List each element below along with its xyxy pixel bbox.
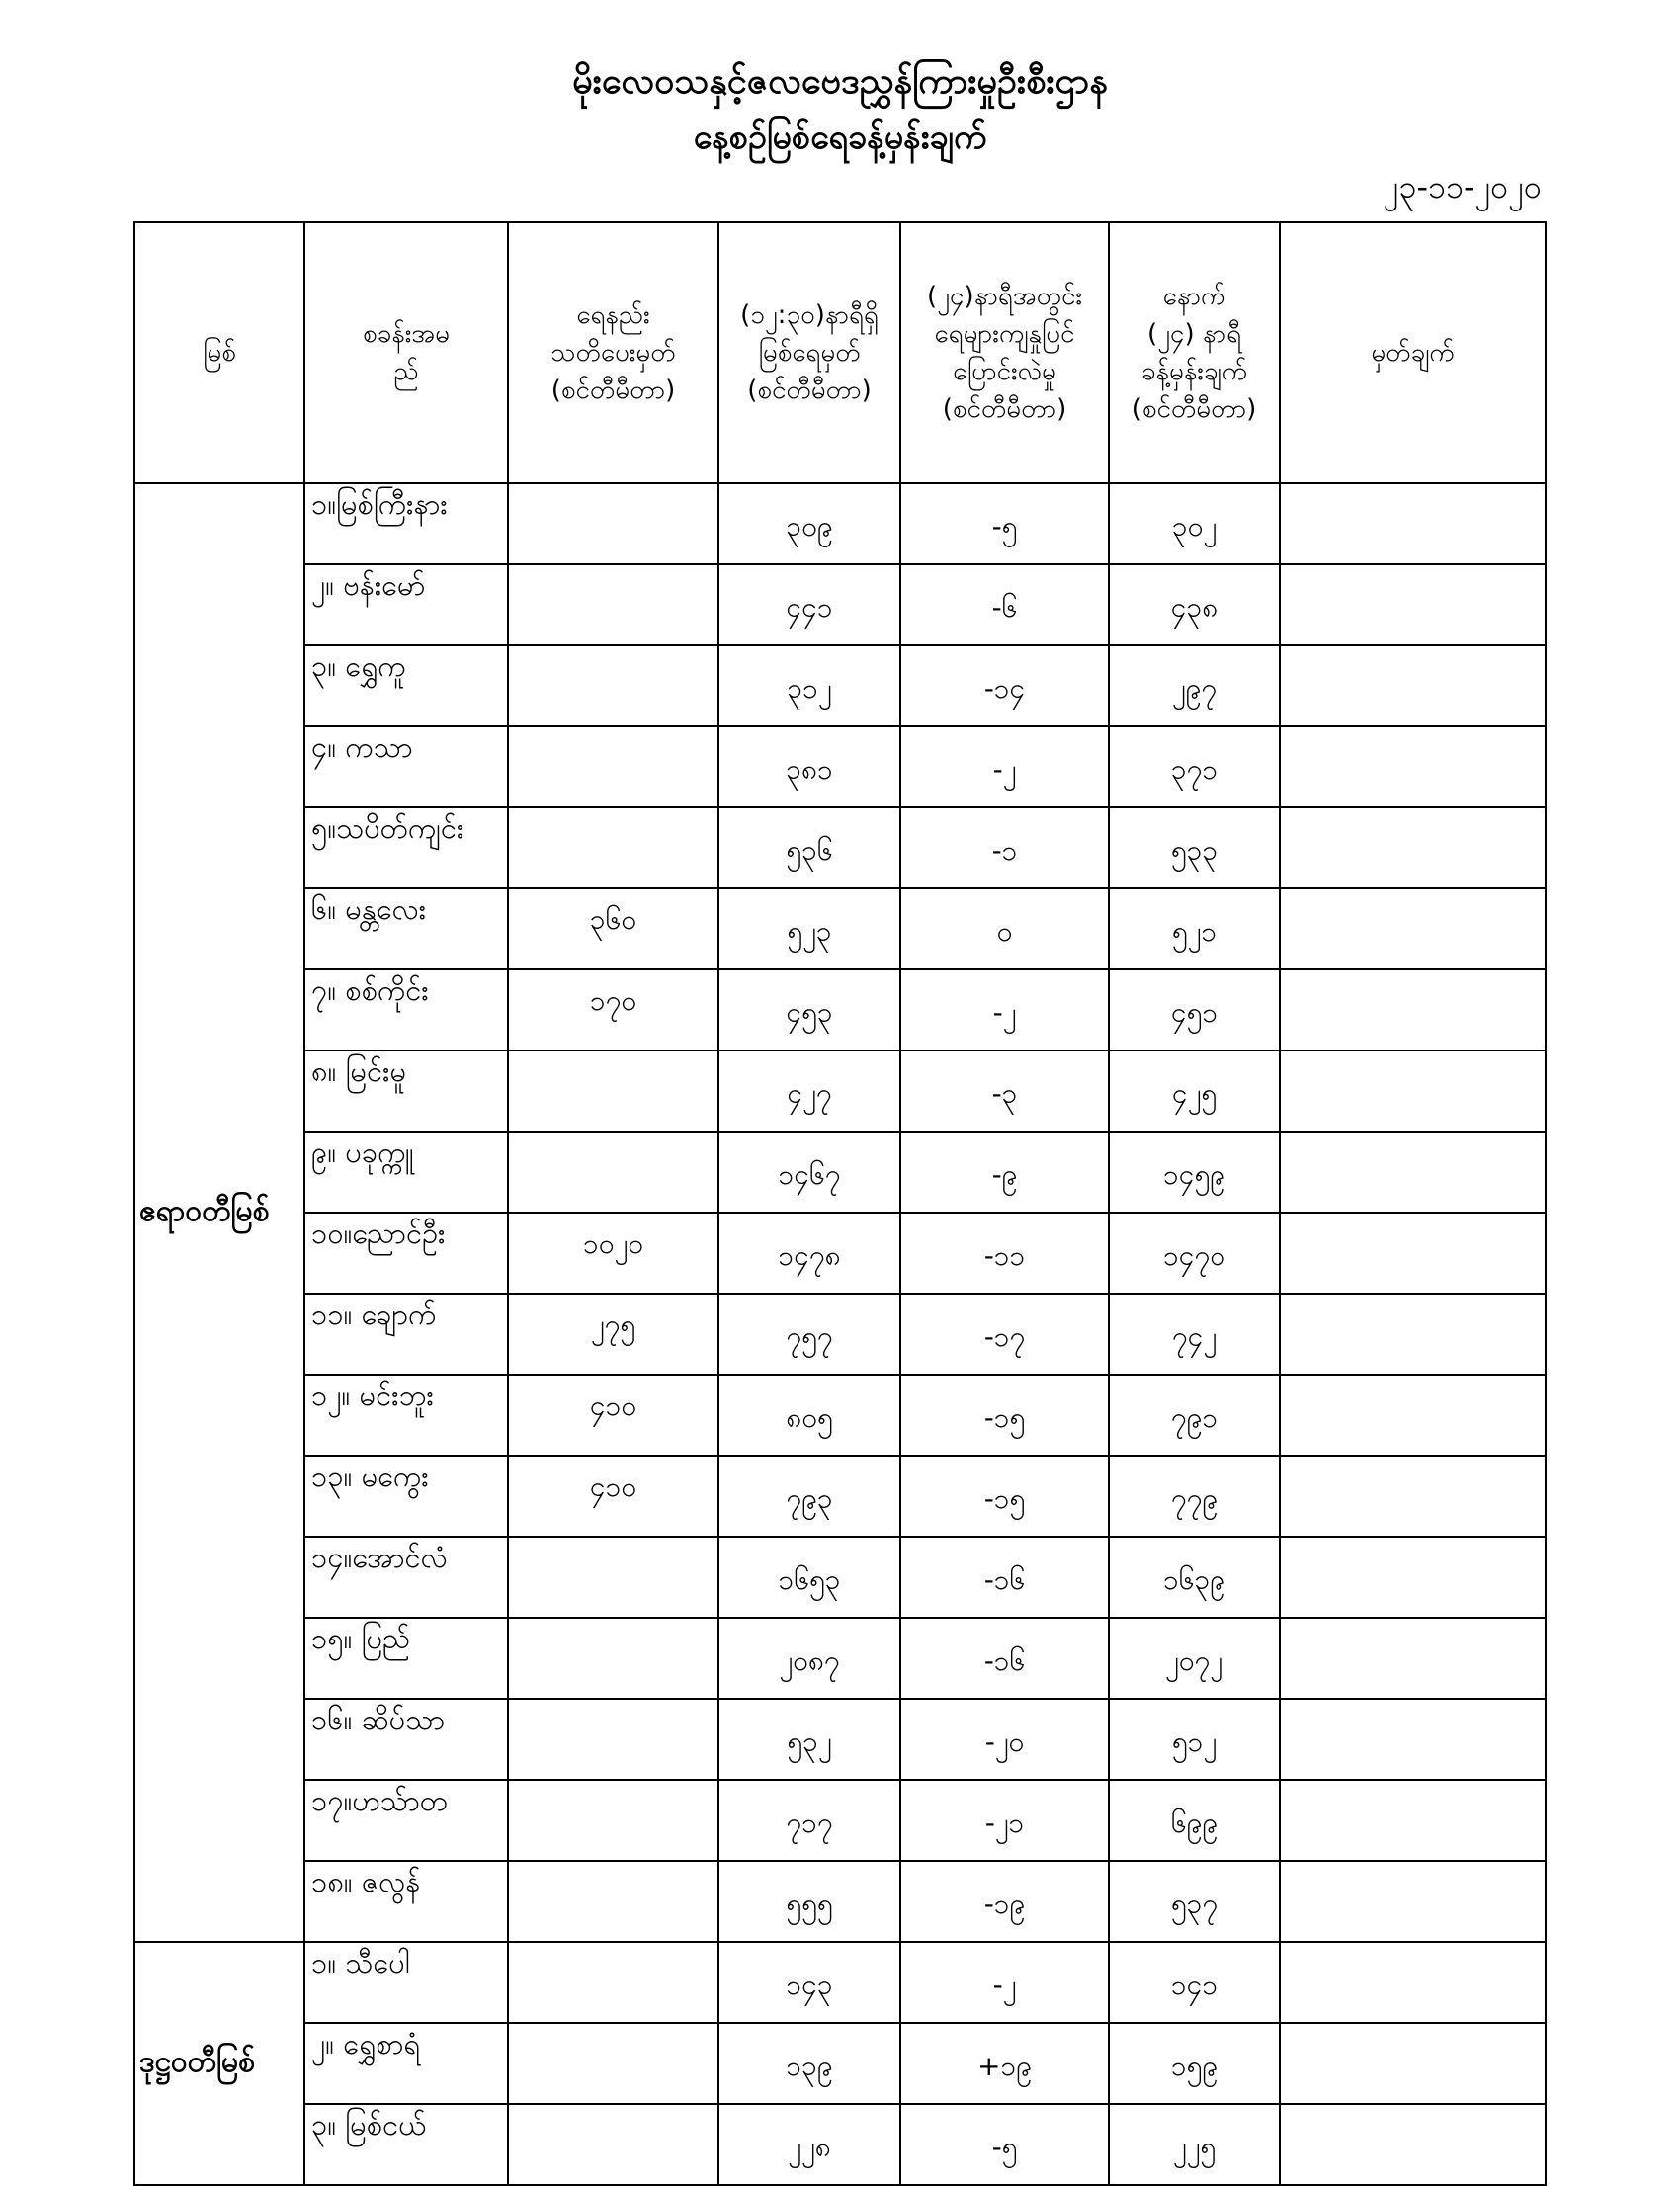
warning-level-cell (508, 807, 718, 888)
table-row (134, 1537, 1546, 1618)
current-level-cell: ၅၂၃ (718, 888, 900, 969)
station-cell: ၈။ မြင်းမူ (304, 1051, 508, 1132)
station-cell: ၆။ မန္တလေး (304, 888, 508, 969)
remarks-cell (1280, 645, 1546, 726)
remarks-cell (1280, 1942, 1546, 2023)
table-row (134, 807, 1546, 888)
forecast-cell: ၅၃၇ (1109, 1861, 1280, 1942)
forecast-cell: ၇၄၂ (1109, 1294, 1280, 1375)
forecast-cell: ၅၂၁ (1109, 888, 1280, 969)
current-level-cell: ၁၄၆၇ (718, 1132, 900, 1213)
change-cell: -၁ (900, 807, 1109, 888)
remarks-cell (1280, 1213, 1546, 1294)
change-cell: -၁၅ (900, 1456, 1109, 1537)
warning-level-cell (508, 1942, 718, 2023)
table-row (134, 1213, 1546, 1294)
change-cell: -၁၆ (900, 1618, 1109, 1699)
remarks-cell (1280, 1051, 1546, 1132)
table-row (134, 1375, 1546, 1456)
remarks-cell (1280, 1861, 1546, 1942)
station-cell: ၁၃။ မကွေး (304, 1456, 508, 1537)
warning-level-cell: ၃၆၀ (508, 888, 718, 969)
page-subtitle: နေ့စဉ်မြစ်ရေခန့်မှန်းချက် (693, 118, 987, 157)
current-level-cell: ၃၁၂ (718, 645, 900, 726)
forecast-cell: ၅၁၂ (1109, 1699, 1280, 1780)
remarks-cell (1280, 1132, 1546, 1213)
warning-level-cell (508, 1618, 718, 1699)
remarks-cell (1280, 807, 1546, 888)
remarks-cell (1280, 1780, 1546, 1861)
warning-level-cell (508, 1699, 718, 1780)
station-cell: ၁၁။ ချောက် (304, 1294, 508, 1375)
warning-level-cell: ၂၇၅ (508, 1294, 718, 1375)
table-row (134, 726, 1546, 807)
current-level-cell: ၁၄၇၈ (718, 1213, 900, 1294)
station-cell: ၁၈။ ဇလွန် (304, 1861, 508, 1942)
table-row (134, 1456, 1546, 1537)
current-level-cell: ၃၀၉ (718, 483, 900, 564)
forecast-cell: ၆၉၉ (1109, 1780, 1280, 1861)
remarks-cell (1280, 1456, 1546, 1537)
current-level-cell: ၄၅၃ (718, 969, 900, 1051)
table-row (134, 1294, 1546, 1375)
remarks-cell (1280, 2023, 1546, 2104)
station-cell: ၁၆။ ဆိပ်သာ (304, 1699, 508, 1780)
current-level-cell: ၁၄၃ (718, 1942, 900, 2023)
remarks-cell (1280, 726, 1546, 807)
current-level-cell: ၂၀၈၇ (718, 1618, 900, 1699)
station-cell: ၃။ မြစ်ငယ် (304, 2104, 508, 2185)
remarks-cell (1280, 969, 1546, 1051)
change-cell: -၅ (900, 2104, 1109, 2185)
station-cell: ၅။သပိတ်ကျင်း (304, 807, 508, 888)
change-cell: -၁၄ (900, 645, 1109, 726)
warning-level-cell: ၁၇၀ (508, 969, 718, 1051)
warning-level-cell (508, 2023, 718, 2104)
col-header-river: မြစ် (134, 222, 304, 483)
table-row (134, 1942, 1546, 2023)
change-cell: -၂၀ (900, 1699, 1109, 1780)
station-cell: ၃။ ရွှေကူ (304, 645, 508, 726)
remarks-cell (1280, 1618, 1546, 1699)
table-body (134, 483, 1546, 2185)
change-cell: -၁၁ (900, 1213, 1109, 1294)
current-level-cell: ၅၃၆ (718, 807, 900, 888)
station-cell: ၁။မြစ်ကြီးနား (304, 483, 508, 564)
table-row (134, 1132, 1546, 1213)
warning-level-cell: ၄၁၀ (508, 1456, 718, 1537)
station-cell: ၁၄။အောင်လံ (304, 1537, 508, 1618)
warning-level-cell (508, 645, 718, 726)
forecast-cell: ၁၄၁ (1109, 1942, 1280, 2023)
table-row (134, 888, 1546, 969)
remarks-cell (1280, 1699, 1546, 1780)
forecast-cell: ၄၃၈ (1109, 564, 1280, 645)
current-level-cell: ၁၆၅၃ (718, 1537, 900, 1618)
forecast-cell: ၁၅၉ (1109, 2023, 1280, 2104)
station-cell: ၄။ ကသာ (304, 726, 508, 807)
station-cell: ၂။ ဗန်းမော် (304, 564, 508, 645)
col-header-station: စခန်းအမ ည် (304, 222, 508, 483)
current-level-cell: ၅၃၂ (718, 1699, 900, 1780)
col-header-current-level: (၁၂:၃၀)နာရီရှိ မြစ်ရေမှတ် (စင်တီမီတာ) (718, 222, 900, 483)
warning-level-cell (508, 1861, 718, 1942)
change-cell: -၁၇ (900, 1294, 1109, 1375)
current-level-cell: ၇၉၃ (718, 1456, 900, 1537)
table-row (134, 1861, 1546, 1942)
current-level-cell: ၄၄၁ (718, 564, 900, 645)
change-cell: -၆ (900, 564, 1109, 645)
remarks-cell (1280, 1537, 1546, 1618)
col-header-remarks: မှတ်ချက် (1280, 222, 1546, 483)
forecast-cell: ၅၃၃ (1109, 807, 1280, 888)
table-row (134, 2023, 1546, 2104)
remarks-cell (1280, 1375, 1546, 1456)
station-cell: ၁၅။ ပြည် (304, 1618, 508, 1699)
river-forecast-table (133, 221, 1547, 2186)
forecast-cell: ၄၅၁ (1109, 969, 1280, 1051)
current-level-cell: ၂၂၈ (718, 2104, 900, 2185)
current-level-cell: ၈၀၅ (718, 1375, 900, 1456)
table-row (134, 1051, 1546, 1132)
forecast-cell: ၂၀၇၂ (1109, 1618, 1280, 1699)
forecast-cell: ၃၀၂ (1109, 483, 1280, 564)
change-cell: -၂၁ (900, 1780, 1109, 1861)
forecast-cell: ၄၂၅ (1109, 1051, 1280, 1132)
warning-level-cell (508, 1780, 718, 1861)
warning-level-cell (508, 1132, 718, 1213)
table-row (134, 483, 1546, 564)
warning-level-cell: ၄၁၀ (508, 1375, 718, 1456)
warning-level-cell (508, 564, 718, 645)
station-cell: ၁၀။ညောင်ဦး (304, 1213, 508, 1294)
remarks-cell (1280, 2104, 1546, 2185)
station-cell: ၁၇။ဟသ်ာတ (304, 1780, 508, 1861)
change-cell: -၂ (900, 726, 1109, 807)
current-level-cell: ၄၂၇ (718, 1051, 900, 1132)
col-header-warning-level: ရေနည်း သတိပေးမှတ် (စင်တီမီတာ) (508, 222, 718, 483)
warning-level-cell: ၁၀၂၀ (508, 1213, 718, 1294)
change-cell: -၂ (900, 1942, 1109, 2023)
current-level-cell: ၅၅၅ (718, 1861, 900, 1942)
forecast-cell: ၇၇၉ (1109, 1456, 1280, 1537)
warning-level-cell (508, 1051, 718, 1132)
change-cell: -၉ (900, 1132, 1109, 1213)
table-row (134, 1780, 1546, 1861)
river-name-cell: ဒုဋ္ဌဝတီမြစ် (134, 1942, 304, 2185)
change-cell: ၀ (900, 888, 1109, 969)
change-cell: -၁၅ (900, 1375, 1109, 1456)
remarks-cell (1280, 1294, 1546, 1375)
warning-level-cell (508, 726, 718, 807)
forecast-cell: ၇၉၁ (1109, 1375, 1280, 1456)
change-cell: -၁၆ (900, 1537, 1109, 1618)
station-cell: ၂။ ရွှေစာရံ (304, 2023, 508, 2104)
forecast-cell: ၃၇၁ (1109, 726, 1280, 807)
warning-level-cell (508, 2104, 718, 2185)
current-level-cell: ၇၁၇ (718, 1780, 900, 1861)
forecast-cell: ၂၉၇ (1109, 645, 1280, 726)
current-level-cell: ၃၈၁ (718, 726, 900, 807)
station-cell: ၇။ စစ်ကိုင်း (304, 969, 508, 1051)
current-level-cell: ၇၅၇ (718, 1294, 900, 1375)
col-header-forecast: နောက် (၂၄) နာရီ ခန့်မှန်းချက် (စင်တီမီတာ) (1109, 222, 1280, 483)
table-row (134, 969, 1546, 1051)
current-level-cell: ၁၃၉ (718, 2023, 900, 2104)
table-row (134, 1699, 1546, 1780)
warning-level-cell (508, 483, 718, 564)
station-cell: ၁။ သီပေါ (304, 1942, 508, 2023)
change-cell: -၁၉ (900, 1861, 1109, 1942)
forecast-cell: ၁၆၃၉ (1109, 1537, 1280, 1618)
remarks-cell (1280, 564, 1546, 645)
page-title: မိုးလေဝသနှင့်ဇလဗေဒညွှန်ကြားမှုဦးစီးဌာန (572, 61, 1108, 102)
change-cell: +၁၉ (900, 2023, 1109, 2104)
remarks-cell (1280, 888, 1546, 969)
river-name-cell: ဧရာဝတီမြစ် (134, 483, 304, 1942)
change-cell: -၃ (900, 1051, 1109, 1132)
table-row (134, 645, 1546, 726)
col-header-24h-change: (၂၄)နာရီအတွင်း ရေများကျနှုပြင် ပြောင်းလဲမှု (စင်တီမီတာ) (900, 222, 1109, 483)
forecast-cell: ၂၂၅ (1109, 2104, 1280, 2185)
report-date: ၂၃-၁၁-၂၀၂၀ (1383, 168, 1542, 206)
table-row (134, 564, 1546, 645)
remarks-cell (1280, 483, 1546, 564)
table-row (134, 1618, 1546, 1699)
table-row (134, 2104, 1546, 2185)
station-cell: ၉။ ပခုက္ကူ (304, 1132, 508, 1213)
forecast-cell: ၁၄၇၀ (1109, 1213, 1280, 1294)
station-cell: ၁၂။ မင်းဘူး (304, 1375, 508, 1456)
change-cell: -၂ (900, 969, 1109, 1051)
warning-level-cell (508, 1537, 718, 1618)
header-row (134, 222, 1546, 483)
forecast-cell: ၁၄၅၉ (1109, 1132, 1280, 1213)
change-cell: -၅ (900, 483, 1109, 564)
